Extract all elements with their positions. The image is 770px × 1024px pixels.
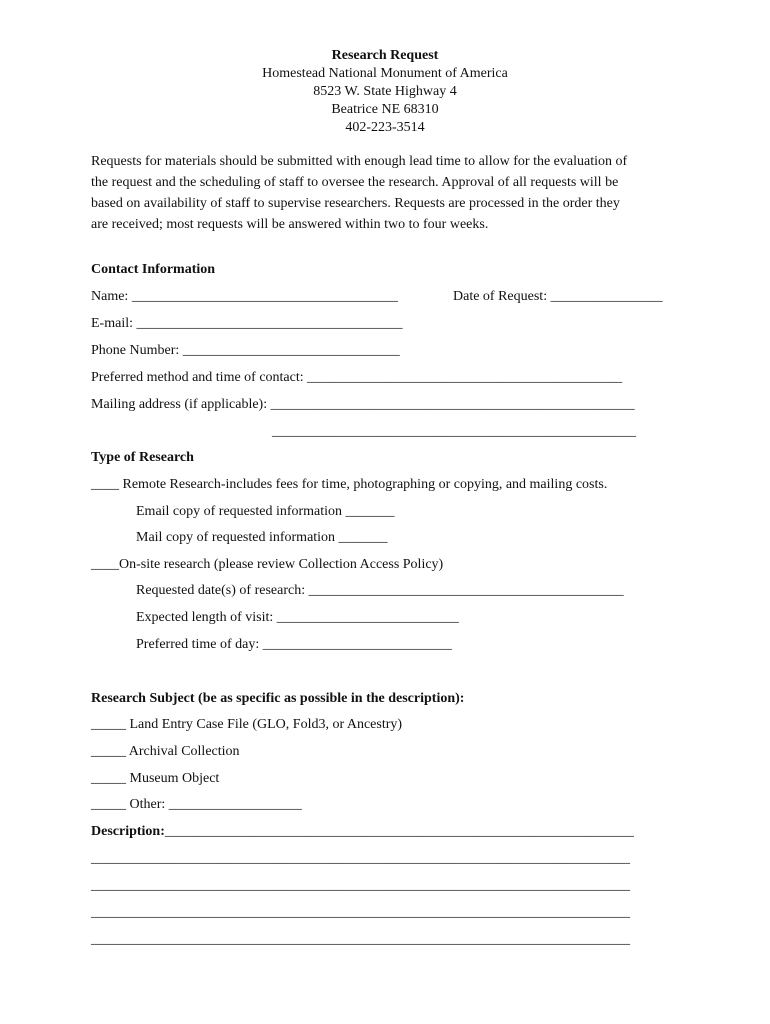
- mailing-address-field[interactable]: Mailing address (if applicable): ____________________________________________________: [91, 397, 635, 412]
- other-option[interactable]: _____ Other: ___________________: [91, 797, 302, 812]
- org-address-line2: Beatrice NE 68310: [331, 102, 439, 117]
- intro-line: based on availability of staff to supervise researchers. Requests are processed in the order they: [91, 196, 620, 211]
- intro-line: Requests for materials should be submitted with enough lead time to allow for the evaluation of: [91, 154, 628, 169]
- description-blank-line[interactable]: _____________________________________________________________________________: [91, 932, 630, 947]
- description-label: Description:: [91, 824, 165, 839]
- onsite-research-option[interactable]: ____On-site research (please review Collection Access Policy): [91, 557, 444, 572]
- remote-research-option[interactable]: ____ Remote Research-includes fees for time, photographing or copying, and mailing costs.: [91, 477, 608, 492]
- description-blank-line[interactable]: _____________________________________________________________________________: [91, 878, 630, 893]
- form-title: Research Request: [331, 48, 439, 63]
- org-phone: 402-223-3514: [345, 120, 425, 135]
- preferred-time-field[interactable]: Preferred time of day: ___________________________: [136, 637, 452, 652]
- intro-line: are received; most requests will be answered within two to four weeks.: [91, 217, 489, 232]
- email-copy-option[interactable]: Email copy of requested information _______: [136, 504, 395, 519]
- preferred-contact-field[interactable]: Preferred method and time of contact: _____________________________________________: [91, 370, 623, 385]
- intro-paragraph: [91, 151, 691, 235]
- description-blank-line[interactable]: _____________________________________________________________________________: [91, 851, 630, 866]
- name-field[interactable]: Name: ______________________________________: [91, 289, 398, 304]
- research-subject-heading: Research Subject (be as specific as possible in the description):: [91, 691, 465, 706]
- email-field[interactable]: E-mail: ______________________________________: [91, 316, 403, 331]
- research-type-heading: Type of Research: [91, 450, 194, 465]
- archival-collection-option[interactable]: _____ Archival Collection: [91, 744, 240, 759]
- contact-heading: Contact Information: [91, 262, 216, 277]
- museum-object-option[interactable]: _____ Museum Object: [91, 771, 220, 786]
- date-of-request-field[interactable]: Date of Request: ________________: [453, 289, 663, 304]
- phone-number-field[interactable]: Phone Number: _______________________________: [91, 343, 400, 358]
- land-entry-option[interactable]: _____ Land Entry Case File (GLO, Fold3, or Ancestry): [91, 717, 403, 732]
- requested-dates-field[interactable]: Requested date(s) of research: _____________________________________________: [136, 583, 624, 598]
- visit-length-field[interactable]: Expected length of visit: __________________________: [136, 610, 459, 625]
- description-blank-line[interactable]: _____________________________________________________________________________: [91, 905, 630, 920]
- mailing-address-line2[interactable]: ____________________________________________________: [272, 424, 636, 439]
- org-name: Homestead National Monument of America: [262, 66, 508, 81]
- org-address-line1: 8523 W. State Highway 4: [313, 84, 457, 99]
- description-line[interactable]: ___________________________________________________________________: [164, 824, 634, 839]
- intro-line: the request and the scheduling of staff to oversee the research. Approval of all requests will be: [91, 175, 619, 190]
- mail-copy-option[interactable]: Mail copy of requested information _______: [136, 530, 388, 545]
- description-field[interactable]: [91, 823, 634, 841]
